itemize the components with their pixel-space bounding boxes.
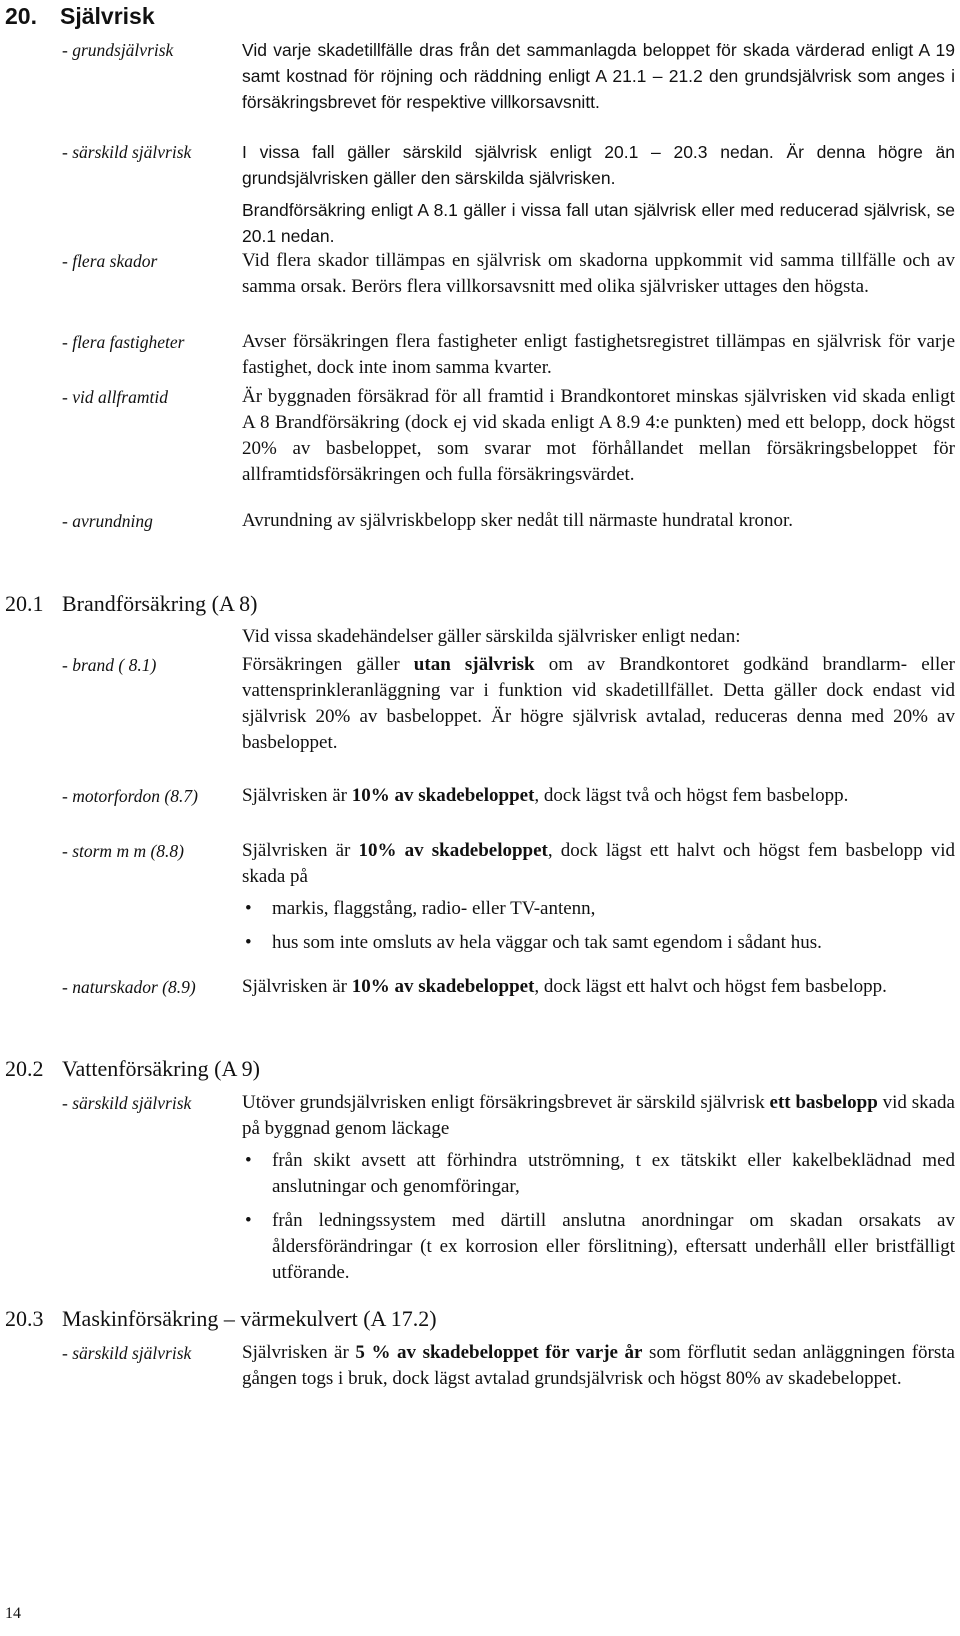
item-text: [242, 974, 955, 1000]
item-label: - storm m m (8.8): [62, 841, 185, 861]
item-label: - naturskador (8.9): [62, 977, 196, 997]
intro-text: Vid vissa skadehändelser gäller särskilda självrisker enligt nedan:: [242, 626, 741, 647]
item-text: [242, 838, 955, 890]
subsection-intro: [0, 624, 960, 650]
list-item-text: från ledningssystem med därtill anslutna anordningar om skadan orsakats av åldersförändringar (t ex korrosion eller förslitning), eftersatt underhåll eller bristfälligt utförande.: [272, 1210, 955, 1283]
item-label: - grundsjälvrisk: [62, 40, 174, 60]
item-storm: [0, 838, 960, 964]
item-flera-skador: [0, 248, 960, 300]
item-sarskild-sjalvrisk: [0, 139, 960, 249]
item-text: [242, 1090, 955, 1142]
item-naturskador: [0, 974, 960, 1000]
emphasis: 10% av skadebeloppet: [351, 976, 535, 997]
bullet-icon: •: [245, 1150, 252, 1171]
text-part: om av Brandkontoret godkänd brandlarm- eller vattensprinkleranläggning var i funktion vid skadetillfället. Detta gäller dock endast vid självrisk 20% av basbeloppet. Är högre självrisk avtalad, reduceras denna med 20% av basbeloppet.: [242, 654, 955, 753]
item-vatten-sarskild: [0, 1090, 960, 1294]
item-label: - vid allframtid: [62, 387, 168, 407]
item-flera-fastigheter: [0, 329, 960, 381]
item-text: Är byggnaden försäkrad för all framtid i Brandkontoret minskas självrisken vid skada enligt A 8 Brandförsäkring (dock ej vid skada enligt A 8.9 4:e punkten) med ett belopp, dock högst 20% av basbeloppet, som svarar mot förhållandet mellan försäkringsbeloppet för allframtidsförsäkringen och fulla försäkringsvärdet.: [242, 386, 955, 485]
section-title: Självrisk: [60, 3, 155, 29]
item-avrundning: [0, 508, 960, 534]
bullet-list: [242, 896, 955, 956]
item-label: - särskild självrisk: [62, 1343, 192, 1363]
emphasis: utan självrisk: [413, 654, 535, 675]
emphasis: 10% av skadebeloppet: [358, 840, 548, 861]
item-grundsjalvrisk: [0, 37, 960, 115]
item-label: - flera fastigheter: [62, 332, 185, 352]
subsection-title: Maskinförsäkring – värmekulvert (A 17.2): [62, 1306, 437, 1331]
subsection-heading-20-3: [5, 1305, 437, 1333]
section-number: 20.: [5, 3, 37, 29]
emphasis: ett basbelopp: [769, 1092, 878, 1113]
page-number: 14: [5, 1605, 21, 1622]
list-item: [242, 1148, 955, 1200]
list-item: [242, 896, 955, 922]
subsection-title: Brandförsäkring (A 8): [62, 591, 258, 616]
item-text: Avser försäkringen flera fastigheter enligt fastighetsregistret tillämpas en självrisk för varje fastighet, dock inte inom samma kvarter.: [242, 331, 955, 378]
item-label: - flera skador: [62, 251, 158, 271]
emphasis: 10% av skadebeloppet: [351, 785, 535, 806]
list-item-text: markis, flaggstång, radio- eller TV-antenn,: [272, 898, 596, 919]
item-label: - avrundning: [62, 511, 153, 531]
subsection-heading-20-1: [5, 590, 258, 618]
item-brand: [0, 652, 960, 756]
text-part: Självrisken är: [242, 785, 352, 806]
subsection-number: 20.2: [5, 1056, 44, 1081]
bullet-icon: •: [245, 932, 252, 953]
item-label: - särskild självrisk: [62, 1093, 192, 1113]
item-label: - brand ( 8.1): [62, 655, 157, 675]
item-text: Vid varje skadetillfälle dras från det sammanlagda beloppet för skada värderad enligt A 19 samt kostnad för röjning och räddning enligt A 21.1 – 21.2 den grundsjälvrisk som anges i försäkringsbrevet för respektive villkorsavsnitt.: [242, 40, 955, 112]
bullet-icon: •: [245, 1210, 252, 1231]
item-text: [242, 1340, 955, 1392]
bullet-icon: •: [245, 898, 252, 919]
item-label: - särskild självrisk: [62, 142, 192, 162]
item-text: I vissa fall gäller särskild självrisk enligt 20.1 – 20.3 nedan. Är denna högre än grundsjälvrisken gäller den särskilda självrisken.: [242, 142, 955, 188]
text-part: som förflutit sedan anläggningen första gången togs i bruk, dock lägst avtalad grundsjälvrisk och högst 80% av skadebeloppet.: [242, 1342, 955, 1389]
text-part: vid skada på byggnad genom läckage: [242, 1092, 955, 1139]
item-text: Avrundning av självriskbelopp sker nedåt till närmaste hundratal kronor.: [242, 510, 794, 531]
subsection-title: Vattenförsäkring (A 9): [62, 1056, 260, 1081]
item-motorfordon: [0, 783, 960, 809]
list-item-text: från skikt avsett att förhindra utströmning, t ex tätskikt eller kakelbeklädnad med anslutningar och genomföringar,: [272, 1150, 955, 1197]
text-part: Försäkringen gäller: [242, 654, 414, 675]
text-part: Självrisken är: [242, 840, 359, 861]
text-part: , dock lägst två och högst fem basbelopp.: [534, 785, 849, 806]
subsection-number: 20.3: [5, 1306, 44, 1331]
item-vid-allframtid: [0, 384, 960, 488]
subsection-heading-20-2: [5, 1055, 260, 1083]
section-heading: [5, 2, 155, 30]
list-item: [242, 1208, 955, 1286]
text-part: , dock lägst ett halvt och högst fem basbelopp vid skada på: [242, 840, 955, 887]
text-part: Självrisken är: [242, 1342, 356, 1363]
bullet-list: [242, 1148, 955, 1286]
text-part: Självrisken är: [242, 976, 352, 997]
item-text-2: Brandförsäkring enligt A 8.1 gäller i vissa fall utan självrisk eller med reducerad självrisk, se 20.1 nedan.: [242, 200, 955, 246]
item-text: [242, 783, 955, 809]
item-text: Vid flera skador tillämpas en självrisk om skadorna uppkommit vid samma tillfälle och av samma orsak. Berörs flera villkorsavsnitt med olika självrisker uttages den högsta.: [242, 250, 955, 297]
item-maskin-sarskild: [0, 1340, 960, 1392]
emphasis: 5 % av skadebeloppet för varje år: [355, 1342, 643, 1363]
text-part: Utöver grundsjälvrisken enligt försäkringsbrevet är särskild självrisk: [242, 1092, 770, 1113]
item-label: - motorfordon (8.7): [62, 786, 198, 806]
subsection-number: 20.1: [5, 591, 44, 616]
text-part: , dock lägst ett halvt och högst fem basbelopp.: [534, 976, 887, 997]
list-item-text: hus som inte omsluts av hela väggar och tak samt egendom i sådant hus.: [272, 932, 822, 953]
item-text: [242, 652, 955, 756]
list-item: [242, 930, 955, 956]
